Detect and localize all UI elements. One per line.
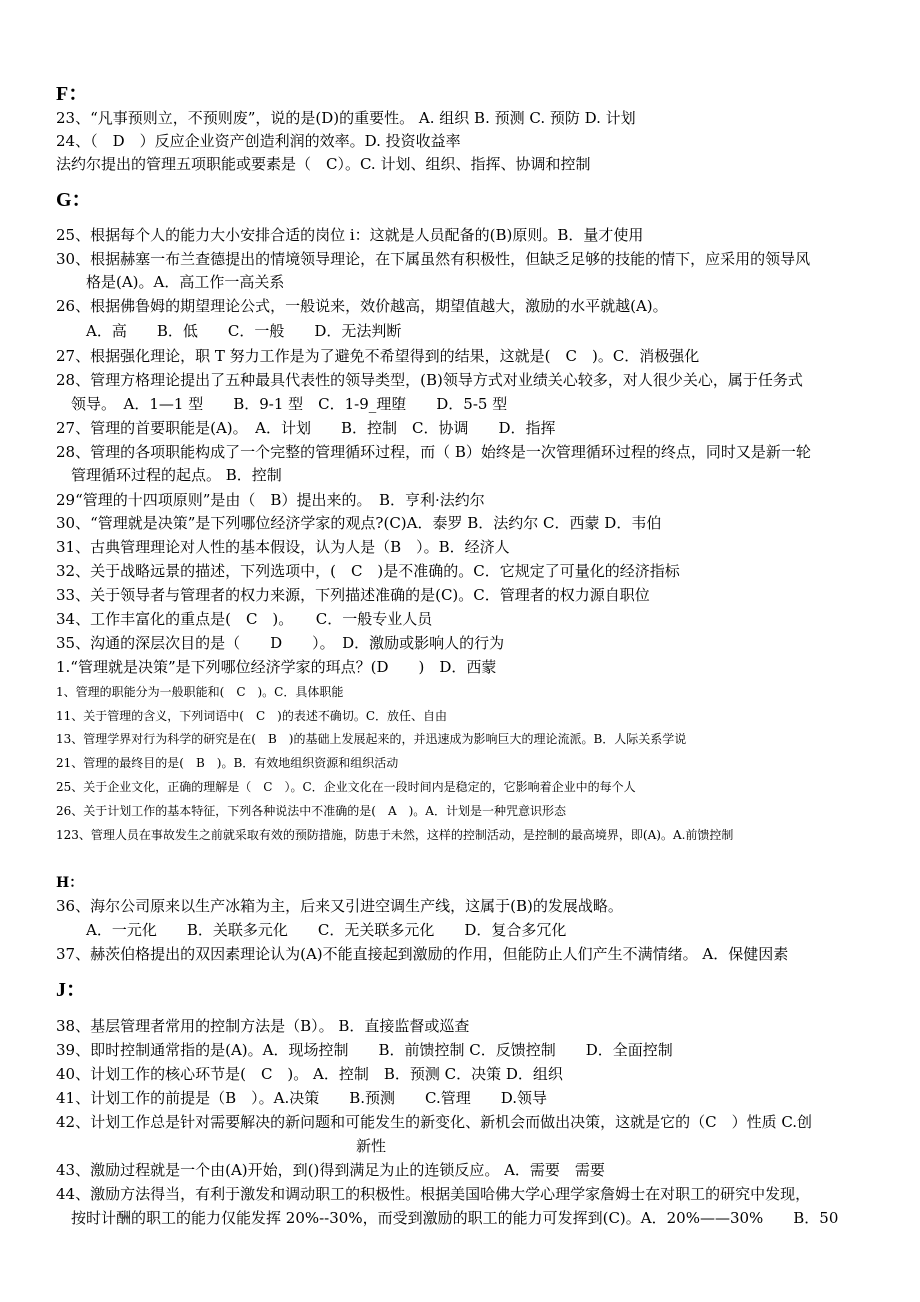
question-line: 42、计划工作总是针对需要解决的新问题和可能发生的新变化、新机会而做出决策，这就是它的（C ）性质 C.创 bbox=[56, 1113, 813, 1131]
question-line: 34、工作丰富化的重点是( C )。 C．一般专业人员 bbox=[56, 610, 433, 628]
question-line: 40、计划工作的核心环节是( C )。 A．控制 B．预测 C．决策 D．组织 bbox=[56, 1065, 563, 1083]
question-line: 27、根据强化理论，职 T 努力工作是为了避免不希望得到的结果，这就是( C )。C．消极强化 bbox=[56, 347, 700, 365]
section-heading-h: H： bbox=[56, 875, 84, 891]
question-line: 33、关于领导者与管理者的权力来源，下列描述准确的是(C)。C．管理者的权力源自职位 bbox=[56, 586, 650, 604]
question-line: 25、根据每个人的能力大小安排合适的岗位 i：这就是人员配备的(B)原则。B．量才使用 bbox=[56, 226, 644, 244]
question-line-small: 21、管理的最终目的是( B )。B．有效地组织资源和组织活动 bbox=[56, 756, 399, 770]
question-line: 26、根据佛鲁姆的期望理论公式，一般说来，效价越高，期望值越大，激励的水平就越(A)。 bbox=[56, 297, 668, 315]
question-line-small: 1、管理的职能分为一般职能和( C )。C．具体职能 bbox=[56, 685, 344, 699]
question-line-small: 13、管理学界对行为科学的研究是在( B )的基础上发展起来的，并迅速成为影响巨大的理论流派。B．人际关系学说 bbox=[56, 732, 687, 746]
question-line: 36、海尔公司原来以生产冰箱为主，后来又引进空调生产线，这属于(B)的发展战略。 bbox=[56, 897, 623, 915]
question-line: 27、管理的首要职能是(A)。 A．计划 B．控制 C．协调 D．指挥 bbox=[56, 419, 556, 437]
question-line: 37、赫茨伯格提出的双因素理论认为(A)不能直接起到激励的作用，但能防止人们产生不满情绪。 A．保健因素 bbox=[56, 945, 789, 963]
question-line: A．高 B．低 C．一般 D．无法判断 bbox=[56, 322, 402, 340]
question-line: 28、管理的各项职能构成了一个完整的管理循环过程，而（ B）始终是一次管理循环过程的终点，同时又是新一轮 bbox=[56, 443, 811, 461]
question-line: 29“管理的十四项原则”是由（ B）提出来的。 B．亨利·法约尔 bbox=[56, 491, 485, 509]
question-line: 39、即时控制通常指的是(A)。A．现场控制 B．前馈控制 C．反馈控制 D．全面控制 bbox=[56, 1041, 673, 1059]
question-line: 43、激励过程就是一个由(A)开始，到()得到满足为止的连锁反应。 A．需要 需要 bbox=[56, 1161, 605, 1179]
question-line-small: 11、关于管理的含义，下列词语中( C )的表述不确切。C．放任、自由 bbox=[56, 709, 447, 723]
question-line: 31、古典管理理论对人性的基本假设，认为人是（B ）。B．经济人 bbox=[56, 538, 510, 556]
section-heading-f: F： bbox=[56, 83, 89, 105]
section-heading-g: G： bbox=[56, 189, 92, 211]
question-line: 32、关于战略远景的描述，下列选项中，( C )是不准确的。C．它规定了可量化的经济指标 bbox=[56, 562, 680, 580]
question-line: 44、激励方法得当，有利于激发和调动职工的积极性。根据美国哈佛大学心理学家詹姆士在对职工的研究中发现， bbox=[56, 1185, 811, 1203]
question-line-small: 123、管理人员在事故发生之前就采取有效的预防措施，防患于未然，这样的控制活动，是控制的最高境界，即(A)。A.前馈控制 bbox=[56, 828, 734, 842]
question-line: A．一元化 B．关联多元化 C．无关联多元化 D．复合多冗化 bbox=[56, 921, 567, 939]
question-line: 格是(A)。A．高工作一高关系 bbox=[56, 273, 285, 291]
question-line-small: 26、关于计划工作的基本特征，下列各种说法中不准确的是( A )。A．计划是一种咒意识形态 bbox=[56, 804, 566, 818]
question-line: 28、管理方格理论提出了五种最具代表性的领导类型，(B)领导方式对业绩关心较多，对人很少关心，属于任务式 bbox=[56, 371, 803, 389]
question-line: 35、沟通的深层次目的是（ D ）。 D．激励或影响人的行为 bbox=[56, 634, 505, 652]
question-line: 24、（ D ）反应企业资产创造利润的效率。D. 投资收益率 bbox=[56, 132, 461, 150]
question-line: 23、“凡事预则立，不预则废”，说的是(D)的重要性。 A. 组织 B. 预测 C. 预防 D. 计划 bbox=[56, 109, 636, 127]
section-heading-j: J： bbox=[56, 979, 86, 1001]
question-line: 按时计酬的职工的能力仅能发挥 20%--30%，而受到激励的职工的能力可发挥到(C)。A．20%——30% B．50 bbox=[56, 1209, 839, 1227]
question-line: 30、“管理就是决策”是下列哪位经济学家的观点?(C)A．泰罗 B．法约尔 C．西蒙 D．韦伯 bbox=[56, 514, 662, 532]
question-line: 领导。 A．1—1 型 B．9-1 型 C．1-9_理堕 D．5-5 型 bbox=[56, 395, 508, 413]
question-line: 新性 bbox=[56, 1137, 387, 1155]
question-line: 30、根据赫塞一布兰查德提出的情境领导理论，在下属虽然有积极性，但缺乏足够的技能的情下，应采用的领导风 bbox=[56, 250, 811, 268]
question-line: 38、基层管理者常用的控制方法是（B）。 B．直接监督或巡查 bbox=[56, 1017, 470, 1035]
question-line: 管理循环过程的起点。 B．控制 bbox=[56, 466, 282, 484]
question-line: 1.“管理就是决策”是下列哪位经济学家的珥点？(D ) D．西蒙 bbox=[56, 658, 497, 676]
question-line-small: 25、关于企业文化，正确的理解是（ C ）。C．企业文化在一段时间内是稳定的，它影响着企业中的每个人 bbox=[56, 780, 636, 794]
question-line: 法约尔提出的管理五项职能或要素是（ C）。C. 计划、组织、指挥、协调和控制 bbox=[56, 155, 591, 173]
question-line: 41、计划工作的前提是（B ）。A.决策 B.预测 C.管理 D.领导 bbox=[56, 1089, 547, 1107]
